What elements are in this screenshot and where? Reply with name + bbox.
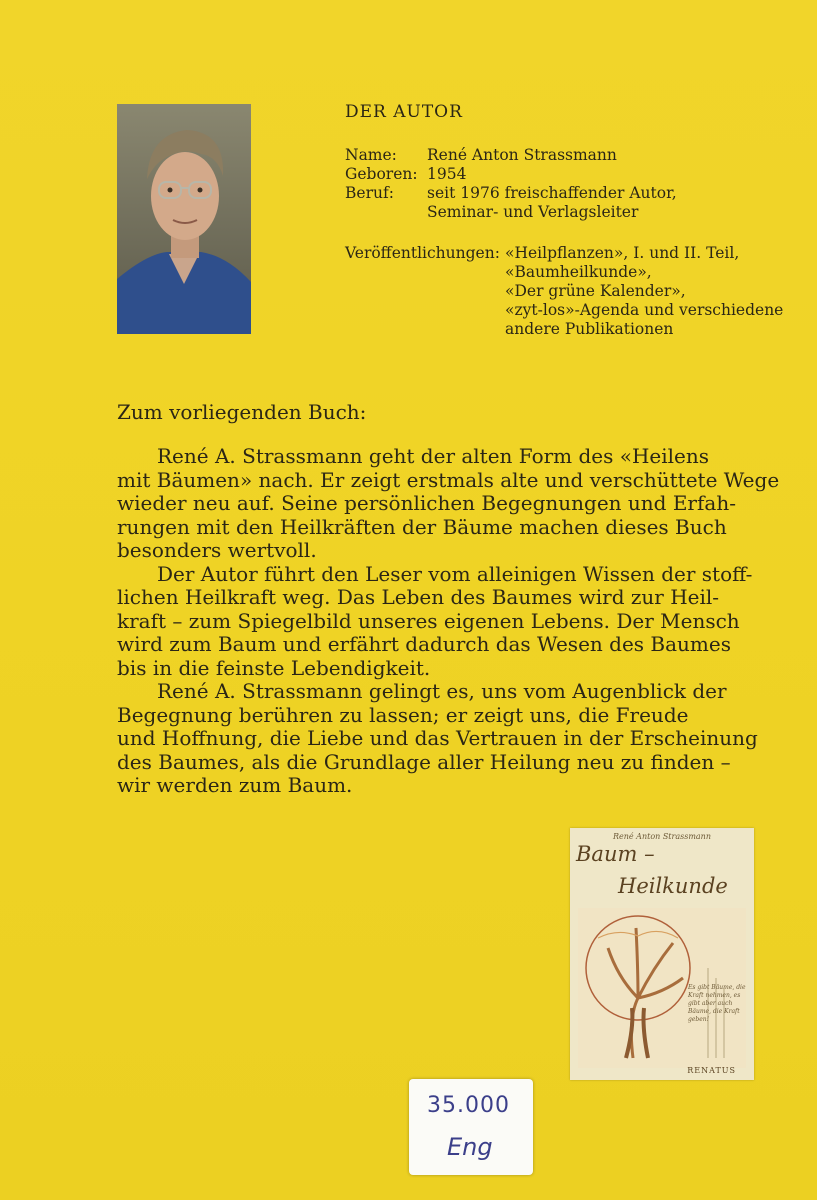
author-portrait-image	[117, 104, 251, 334]
price-label: 35.000	[427, 1093, 510, 1118]
publication-item: «Der grüne Kalender»,	[505, 282, 686, 300]
fact-label: Geboren:	[345, 165, 418, 183]
cover-publisher: RENATUS	[687, 1066, 736, 1075]
fact-row-profession-cont	[345, 203, 677, 222]
text-line: rungen mit den Heilkräften der Bäume machen dieses Buch	[117, 514, 727, 539]
publication-item: «zyt-los»-Agenda und verschiedene	[505, 301, 784, 319]
publication-item: «Baumheilkunde»,	[505, 263, 652, 281]
text-line: besonders wertvoll.	[117, 538, 317, 562]
text-line: wir werden zum Baum.	[117, 773, 353, 797]
fact-row-born	[345, 165, 677, 184]
cover-title-line2: Heilkunde	[618, 874, 728, 898]
cover-author: René Anton Strassmann	[612, 832, 711, 841]
fact-value: Seminar- und Verlagsleiter	[427, 203, 639, 221]
price-sticker	[409, 1079, 533, 1175]
book-section-title: Zum vorliegenden Buch:	[117, 400, 367, 424]
fact-value: 1954	[427, 165, 467, 183]
text-line: bis in die feinste Lebendigkeit.	[117, 655, 431, 680]
publication-item: andere Publikationen	[505, 320, 674, 338]
paragraph-1	[117, 444, 780, 563]
text-line: wird zum Baum und erfährt dadurch das Wesen des Baumes	[117, 632, 731, 656]
fact-label	[345, 203, 427, 222]
text-line: René A. Strassmann geht der alten Form des «Heilens	[157, 444, 710, 468]
cover-thumbnail	[570, 828, 754, 1080]
text-line: lichen Heilkraft weg. Das Leben des Baumes wird zur Heil-	[117, 585, 720, 609]
publications-label: Veröffentlichungen:	[345, 244, 500, 262]
publication-item: «Heilpflanzen», I. und II. Teil,	[505, 244, 740, 262]
author-facts	[345, 146, 677, 222]
text-line: René A. Strassmann gelingt es, uns vom Augenblick der	[157, 679, 727, 703]
text-line: und Hoffnung, die Liebe und das Vertrauen in der Erscheinung	[117, 726, 758, 750]
publications	[345, 244, 783, 339]
fact-row-profession	[345, 184, 677, 203]
fact-value: René Anton Strassmann	[427, 146, 617, 164]
handwritten-note: Eng	[447, 1133, 493, 1161]
fact-label: Beruf:	[345, 184, 394, 202]
text-line: des Baumes, als die Grundlage aller Heilung neu zu finden –	[117, 749, 731, 774]
publications-list	[505, 244, 783, 339]
paragraph-2	[117, 561, 753, 681]
text-line: mit Bäumen» nach. Er zeigt erstmals alte und verschüttete Wege	[117, 467, 780, 492]
text-line: Der Autor führt den Leser vom alleinigen Wissen der stoff-	[157, 561, 753, 586]
book-description	[117, 444, 780, 798]
cover-title-line1: Baum –	[576, 842, 655, 866]
cover-quote: Es gibt Bäume, die Kraft nehmen, es gibt aber auch Bäume, die Kraft geben!	[688, 984, 746, 1023]
fact-row-name	[345, 146, 677, 165]
author-photo	[117, 104, 251, 334]
text-line: wieder neu auf. Seine persönlichen Begegnungen und Erfah-	[117, 491, 736, 515]
text-line: Begegnung berühren zu lassen; er zeigt uns, die Freude	[117, 702, 689, 727]
fact-value: seit 1976 freischaffender Autor,	[427, 184, 677, 202]
author-heading: DER AUTOR	[345, 102, 463, 122]
paragraph-3	[117, 679, 758, 798]
text-line: kraft – zum Spiegelbild unseres eigenen Lebens. Der Mensch	[117, 608, 740, 633]
fact-label: Name:	[345, 146, 397, 164]
